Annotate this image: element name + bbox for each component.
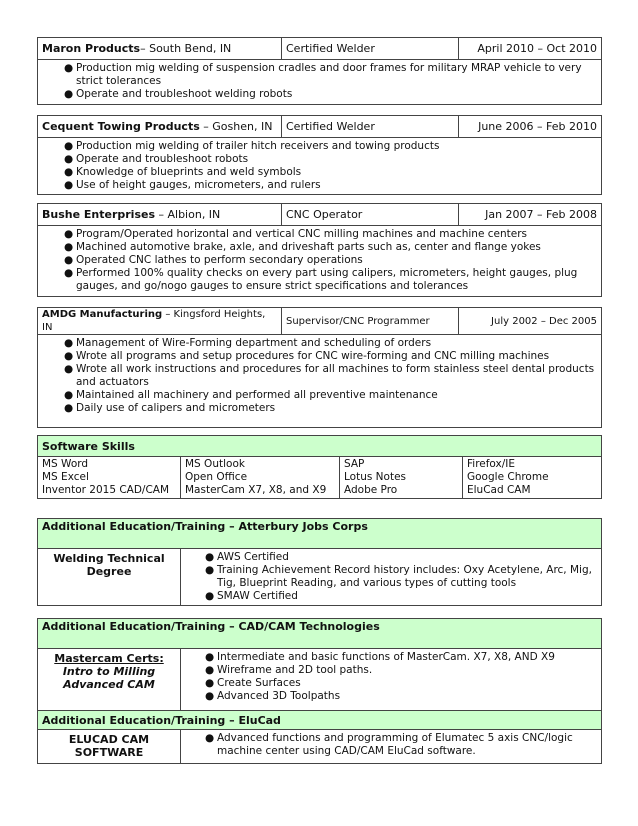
job-location: – South Bend, IN xyxy=(140,42,232,55)
section-heading: Additional Education/Training – Atterbury Jobs Corps xyxy=(38,519,602,549)
job-title: Certified Welder xyxy=(282,116,459,138)
job-bullets-cell xyxy=(38,60,602,105)
list-item: ● Production mig welding of trailer hitch receivers and towing products xyxy=(64,140,440,152)
job-dates: April 2010 – Oct 2010 xyxy=(459,38,602,60)
section-heading: Software Skills xyxy=(38,436,602,457)
section-heading: Additional Education/Training – EluCad xyxy=(38,711,602,730)
list-item: ● Wrote all programs and setup procedures for CNC wire-forming and CNC milling machines xyxy=(64,350,550,362)
job-company-cell xyxy=(38,204,282,226)
edu-bullets xyxy=(185,549,597,605)
edu-bullets-cell xyxy=(181,730,602,764)
job-location: – Albion, IN xyxy=(158,208,221,221)
list-item: ● Create Surfaces xyxy=(205,677,301,689)
job-cequent xyxy=(37,115,602,195)
section-heading: Additional Education/Training – CAD/CAM Technologies xyxy=(38,619,602,649)
job-dates: July 2002 – Dec 2005 xyxy=(459,308,602,335)
job-bullets xyxy=(42,60,597,103)
edu-bullets xyxy=(185,649,597,705)
job-amdg xyxy=(37,307,602,428)
edu-title: ELUCAD CAM SOFTWARE xyxy=(38,730,181,764)
job-company: AMDG Manufacturing xyxy=(42,309,163,320)
list-item: ● SMAW Certified xyxy=(205,590,298,602)
list-item: ● Advanced 3D Toolpaths xyxy=(205,690,341,702)
list-item: ● Intermediate and basic functions of MasterCam. X7, X8, AND X9 xyxy=(205,651,555,663)
list-item: ● Production mig welding of suspension cradles and door frames for military MRAP vehicle to very strict tolerances xyxy=(64,62,582,87)
software-skills xyxy=(37,435,602,499)
list-item: ● Operate and troubleshoot robots xyxy=(64,153,249,165)
list-item: ● Management of Wire-Forming department and scheduling of orders xyxy=(64,337,432,349)
list-item: ● Machined automotive brake, axle, and driveshaft parts such as, center and flange yokes xyxy=(64,241,541,253)
skills-column: MS Outlook Open Office MasterCam X7, X8, and X9 xyxy=(181,457,340,499)
job-title: CNC Operator xyxy=(282,204,459,226)
education-jobs-corps xyxy=(37,518,602,606)
list-item: ● AWS Certified xyxy=(205,551,289,563)
edu-bullets xyxy=(185,730,597,760)
job-bullets xyxy=(42,138,597,194)
edu-bullets-cell xyxy=(181,549,602,606)
job-company-cell xyxy=(38,38,282,60)
job-title: Certified Welder xyxy=(282,38,459,60)
edu-bullets-cell xyxy=(181,649,602,711)
job-bullets-cell xyxy=(38,138,602,195)
job-company-cell xyxy=(38,116,282,138)
education-cad-cam xyxy=(37,618,602,764)
skills-column: Firefox/IE Google Chrome EluCad CAM xyxy=(463,457,602,499)
list-item: ● Program/Operated horizontal and vertical CNC milling machines and machine centers xyxy=(64,228,527,240)
list-item: ● Performed 100% quality checks on every part using calipers, micrometers, height gauges, plug gauges, and go/nogo gauges to ensure strict specifications and tolerances xyxy=(64,267,578,292)
job-company: Bushe Enterprises xyxy=(42,208,155,221)
job-title: Supervisor/CNC Programmer xyxy=(282,308,459,335)
job-dates: June 2006 – Feb 2010 xyxy=(459,116,602,138)
job-location: – Goshen, IN xyxy=(203,120,273,133)
list-item: ● Training Achievement Record history includes: Oxy Acetylene, Arc, Mig, Tig, Blueprint Reading, and various types of cutting tools xyxy=(205,564,592,589)
list-item: ● Operated CNC lathes to perform secondary operations xyxy=(64,254,363,266)
job-location: – Kingsford Heights, IN xyxy=(42,309,266,333)
job-bullets xyxy=(42,335,597,417)
job-company: Maron Products xyxy=(42,42,141,55)
list-item: ● Knowledge of blueprints and weld symbols xyxy=(64,166,302,178)
job-bullets xyxy=(42,226,597,295)
list-item: ● Wireframe and 2D tool paths. xyxy=(205,664,373,676)
skills-column: MS Word MS Excel Inventor 2015 CAD/CAM xyxy=(38,457,181,499)
edu-title: Mastercam Certs: Intro to Milling Advanced CAM xyxy=(38,649,181,711)
job-maron xyxy=(37,37,602,105)
list-item: ● Use of height gauges, micrometers, and rulers xyxy=(64,179,321,191)
list-item: ● Operate and troubleshoot welding robots xyxy=(64,88,293,100)
list-item: ● Advanced functions and programming of Elumatec 5 axis CNC/logic machine center using CAD/CAM EluCad software. xyxy=(205,732,573,757)
skills-column: SAP Lotus Notes Adobe Pro xyxy=(340,457,463,499)
job-bullets-cell xyxy=(38,335,602,428)
job-bullets-cell xyxy=(38,226,602,297)
list-item: ● Wrote all work instructions and procedures for all machines to form stainless steel dental products and actuators xyxy=(64,363,595,388)
job-company-cell xyxy=(38,308,282,335)
job-bushe xyxy=(37,203,602,297)
job-company: Cequent Towing Products xyxy=(42,120,200,133)
edu-title: Welding Technical Degree xyxy=(38,549,181,606)
job-dates: Jan 2007 – Feb 2008 xyxy=(459,204,602,226)
list-item: ● Daily use of calipers and micrometers xyxy=(64,402,276,414)
list-item: ● Maintained all machinery and performed all preventive maintenance xyxy=(64,389,438,401)
